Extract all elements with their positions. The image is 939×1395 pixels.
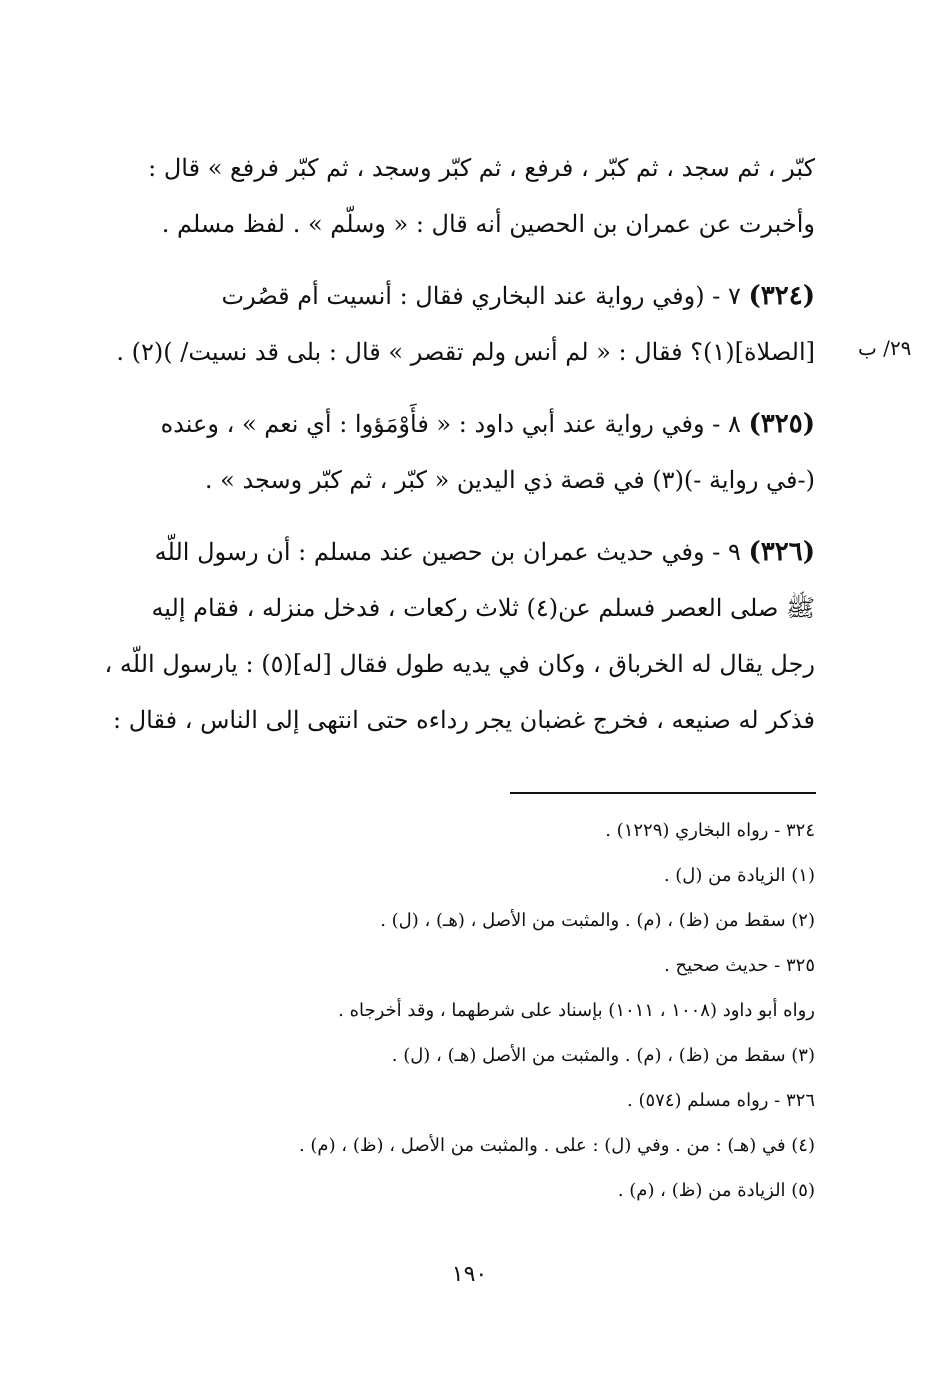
- text-line: [80, 268, 815, 324]
- footnote-separator: [510, 792, 816, 794]
- footnote: ٣٢٥ - حديث صحيح .: [664, 955, 815, 976]
- hadith-number: (٣٢٤): [748, 281, 815, 311]
- footnote: (١) الزيادة من (ل) .: [663, 865, 815, 886]
- footnote: رواه أبو داود (١٠٠٨ ، ١٠١١) بإسناد على شرطهما ، وقد أخرجاه .: [338, 1000, 815, 1021]
- hadith-paragraph-324: [80, 268, 815, 380]
- hadith-paragraph-325: [80, 396, 815, 508]
- page-number: ١٩٠: [451, 1262, 488, 1287]
- text-line: وأخبرت عن عمران بن الحصين أنه قال : « وسلّم » . لفظ مسلم .: [161, 210, 815, 238]
- paragraph-continuation: [80, 140, 815, 252]
- footnote: ٣٢٤ - رواه البخاري (١٢٢٩) .: [605, 820, 815, 841]
- hadith-number: (٣٢٦): [748, 537, 815, 567]
- footnote: (٥) الزيادة من (ظ) ، (م) .: [617, 1180, 815, 1201]
- text-line: كبّر ، ثم سجد ، ثم كبّر ، فرفع ، ثم كبّر وسجد ، ثم كبّر فرفع » قال :: [148, 154, 815, 182]
- text-segment: ٩ - وفي حديث عمران بن حصين عند مسلم : أن رسول اللّه: [154, 538, 741, 566]
- text-line: [الصلاة](١)؟ فقال : « لم أنس ولم تقصر » قال : بلى قد نسيت/ )(٢) .: [116, 338, 815, 366]
- footnotes: [230, 808, 815, 1213]
- footnote: (٤) في (هـ) : من . وفي (ل) : على . والمثبت من الأصل ، (ظ) ، (م) .: [298, 1135, 815, 1156]
- text-segment: ٨ - وفي رواية عند أبي داود : « فأَوْمَؤوا : أي نعم » ، وعنده: [160, 410, 741, 438]
- text-line: فذكر له صنيعه ، فخرج غضبان يجر رداءه حتى انتهى إلى الناس ، فقال :: [113, 706, 815, 734]
- footnote: (٣) سقط من (ظ) ، (م) . والمثبت من الأصل (هـ) ، (ل) .: [391, 1045, 815, 1066]
- text-line: [80, 396, 815, 452]
- hadith-paragraph-326: [80, 524, 815, 748]
- text-line: (-في رواية -)(٣) في قصة ذي اليدين « كبّر ، ثم كبّر وسجد » .: [204, 466, 815, 494]
- text-segment: ٧ - (وفي رواية عند البخاري فقال : أنسيت أم قصُرت: [221, 282, 741, 310]
- hadith-number: (٣٢٥): [748, 409, 815, 439]
- text-line: ﷺ صلى العصر فسلم عن(٤) ثلاث ركعات ، فدخل منزله ، فقام إليه: [151, 594, 815, 622]
- text-line: رجل يقال له الخرباق ، وكان في يديه طول فقال [له](٥) : يارسول اللّه ،: [104, 650, 815, 678]
- text-line: [80, 524, 815, 580]
- main-text: [80, 140, 815, 764]
- footnote: (٢) سقط من (ظ) ، (م) . والمثبت من الأصل ، (هـ) ، (ل) .: [380, 910, 815, 931]
- footnote: ٣٢٦ - رواه مسلم (٥٧٤) .: [627, 1090, 815, 1111]
- manuscript-folio-marker: ٢٩/ ب: [858, 336, 912, 360]
